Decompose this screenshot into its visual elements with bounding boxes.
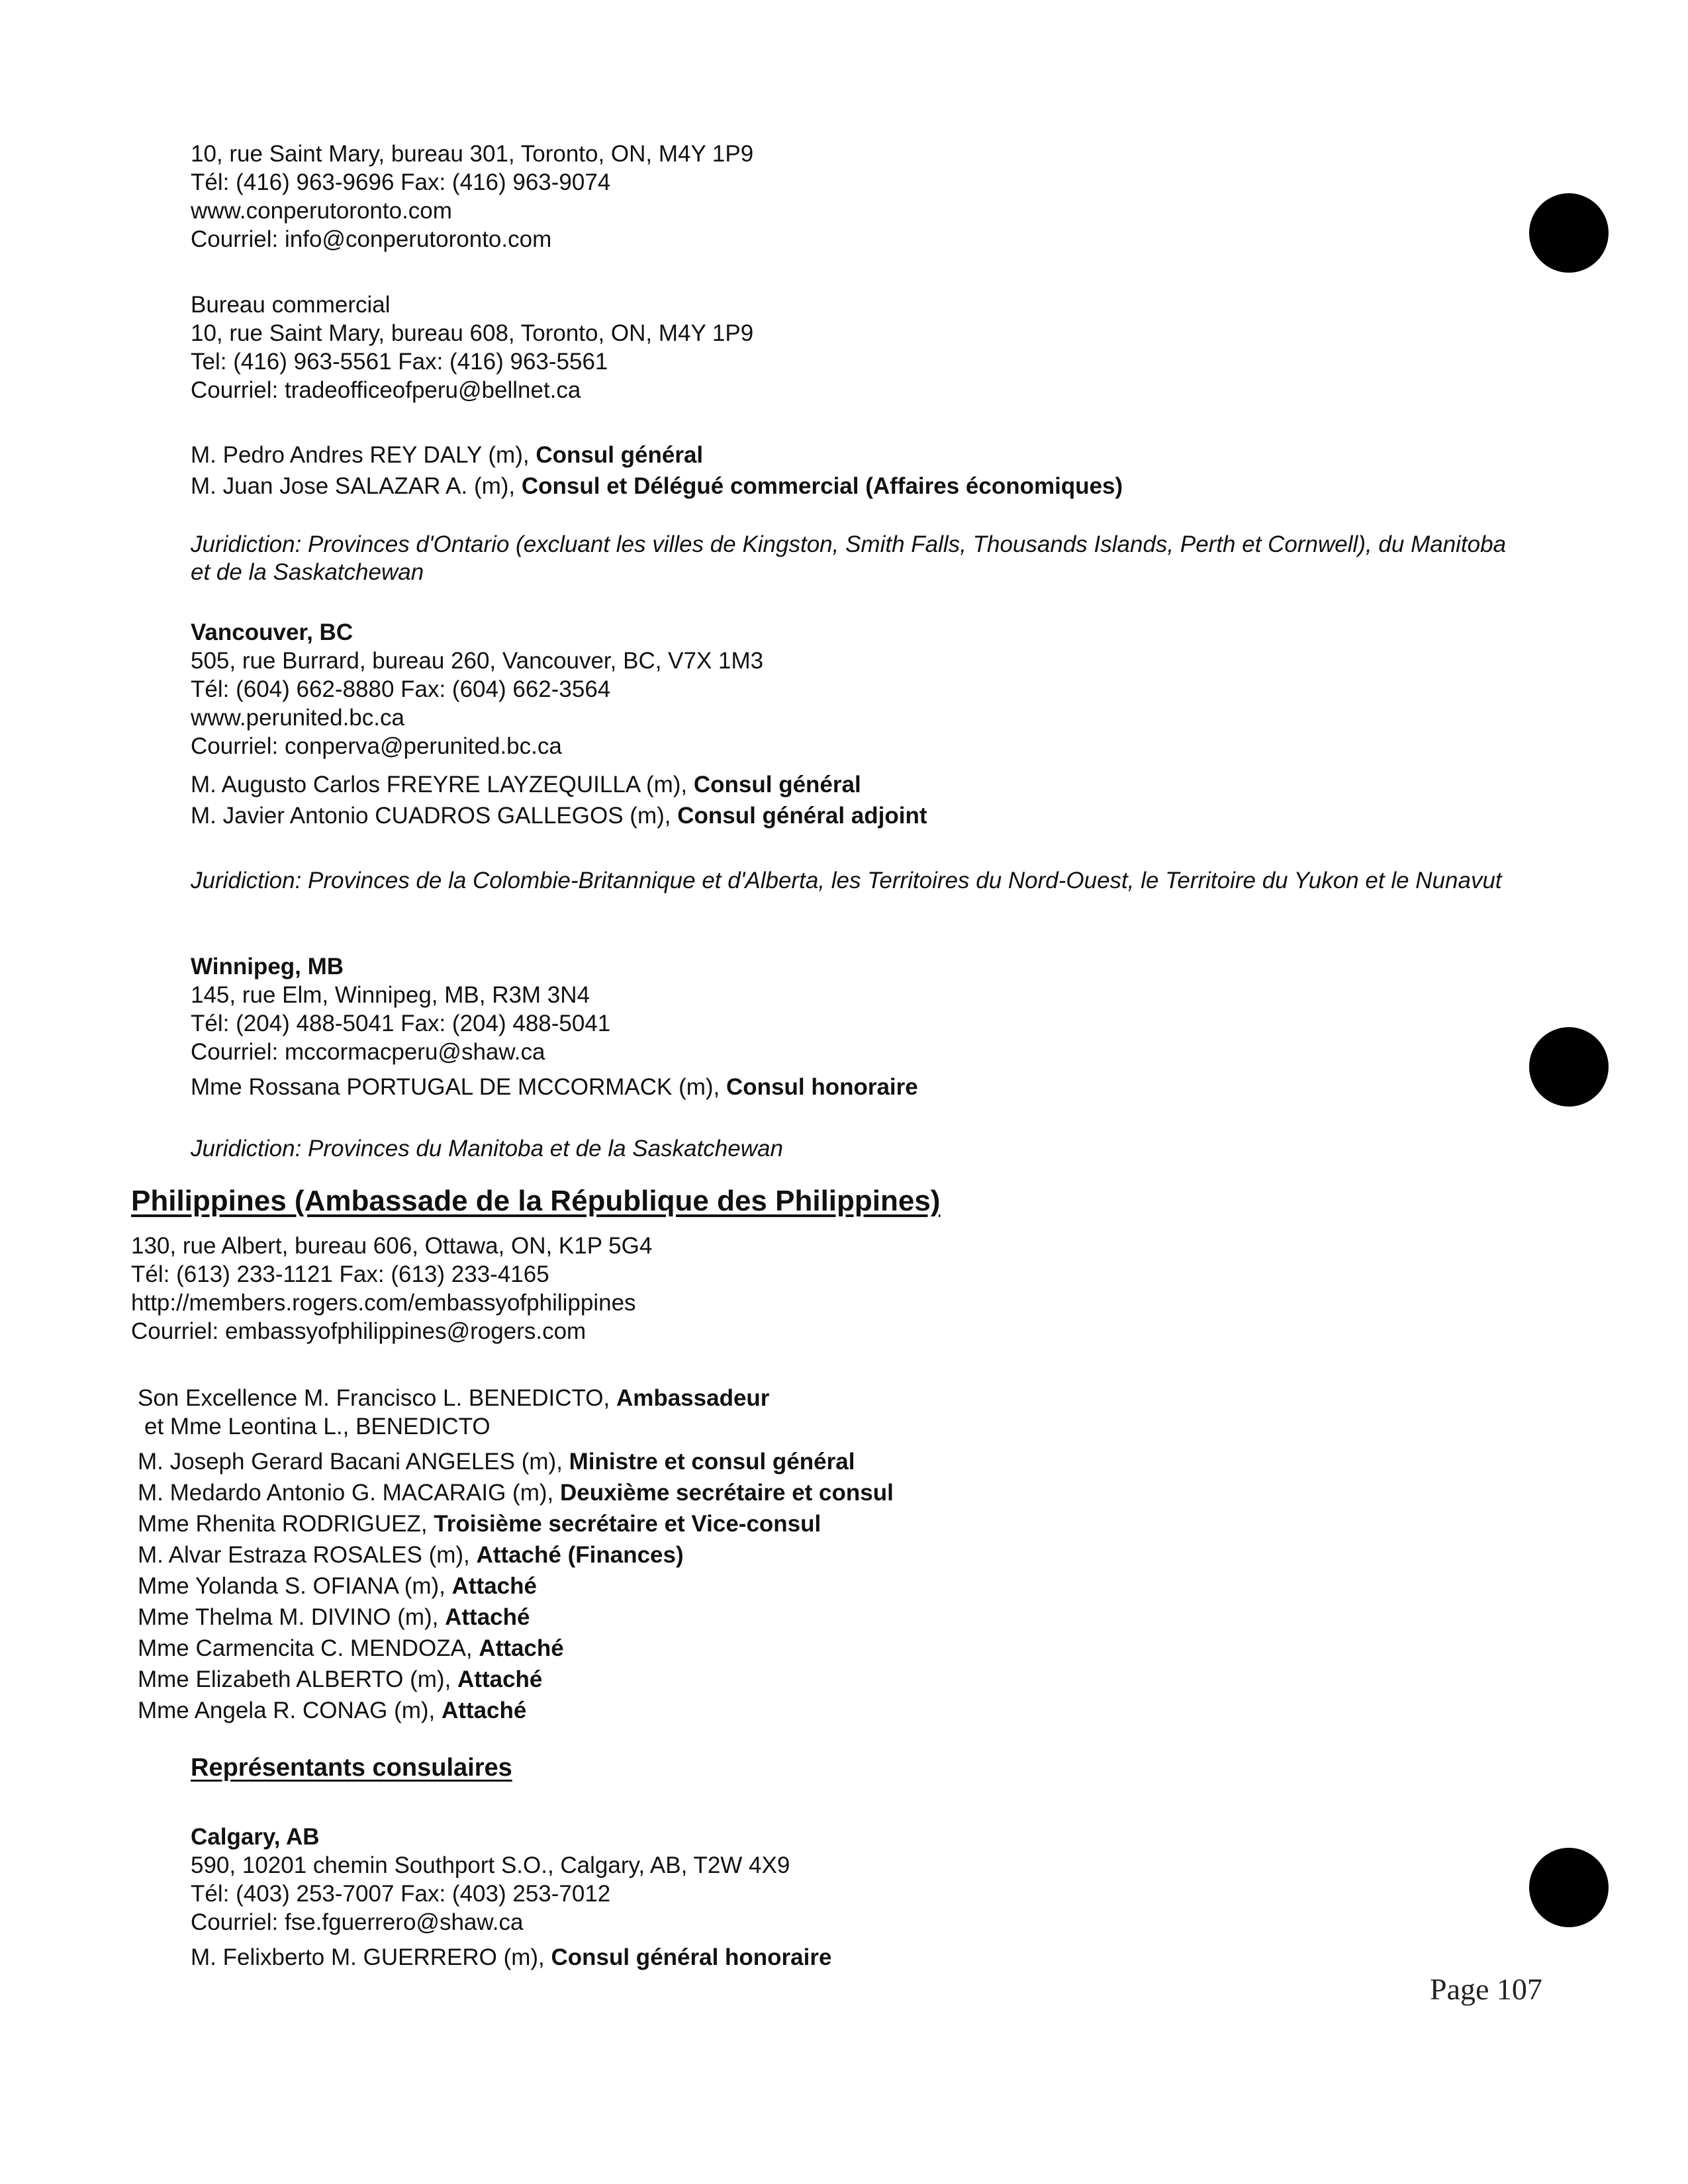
person-name: M. Felixberto M. GUERRERO (m),	[191, 1944, 551, 1970]
person-name: Mme Rhenita RODRIGUEZ,	[138, 1511, 434, 1537]
person-title: Deuxième secrétaire et consul	[559, 1480, 894, 1506]
person-title: Attaché	[445, 1604, 530, 1630]
person-line	[138, 1697, 526, 1725]
person-title: Consul général	[693, 772, 861, 797]
person-name: M. Medardo Antonio G. MACARAIG (m),	[138, 1480, 560, 1506]
person-line	[138, 1510, 821, 1538]
office-phone: Tel: (416) 963-5561 Fax: (416) 963-5561	[191, 349, 608, 375]
person-name: M. Alvar Estraza ROSALES (m),	[138, 1542, 477, 1568]
binder-hole-middle	[1529, 1027, 1609, 1107]
person-name: Son Excellence M. Francisco L. BENEDICTO,	[138, 1385, 616, 1411]
address: 130, rue Albert, bureau 606, Ottawa, ON, K1P 5G4	[131, 1233, 653, 1259]
city-heading: Winnipeg, MB	[191, 954, 344, 979]
person-title: Consul général honoraire	[551, 1944, 832, 1970]
email: Courriel: fse.fguerrero@shaw.ca	[191, 1909, 524, 1935]
office-title: Bureau commercial	[191, 292, 391, 318]
address: 10, rue Saint Mary, bureau 301, Toronto, ON, M4Y 1P9	[191, 141, 754, 167]
city-heading: Vancouver, BC	[191, 619, 353, 645]
person-name: M. Joseph Gerard Bacani ANGELES (m),	[138, 1449, 569, 1475]
person-title: Attaché	[457, 1666, 543, 1692]
person-name: M. Juan Jose SALAZAR A. (m),	[191, 473, 522, 499]
jurisdiction: Juridiction: Provinces du Manitoba et de la Saskatchewan	[191, 1136, 783, 1161]
person-title: Troisième secrétaire et Vice-consul	[434, 1511, 821, 1537]
person-name: Mme Angela R. CONAG (m),	[138, 1698, 442, 1723]
address: 145, rue Elm, Winnipeg, MB, R3M 3N4	[191, 982, 590, 1008]
person-title: Consul et Délégué commercial (Affaires économiques)	[521, 473, 1123, 499]
website-link[interactable]: www.conperutoronto.com	[191, 198, 452, 224]
jurisdiction: Juridiction: Provinces d'Ontario (excluant les villes de Kingston, Smith Falls, Thousands Islands, Perth et Cornwell), du Manitoba et de la Saskatchewan	[191, 531, 1507, 585]
phone: Tél: (604) 662-8880 Fax: (604) 662-3564	[191, 676, 611, 702]
email: Courriel: embassyofphilippines@rogers.com	[131, 1318, 586, 1344]
person-line	[138, 1448, 855, 1476]
phone: Tél: (613) 233-1121 Fax: (613) 233-4165	[131, 1261, 549, 1287]
person-name: M. Pedro Andres REY DALY (m),	[191, 442, 536, 468]
person-title: Consul général	[536, 442, 704, 468]
person-title: Ambassadeur	[616, 1385, 770, 1411]
email: Courriel: conperva@perunited.bc.ca	[191, 733, 562, 759]
person-title: Consul honoraire	[726, 1074, 918, 1100]
person-line	[191, 441, 703, 469]
website-link[interactable]: http://members.rogers.com/embassyofphilippines	[131, 1290, 636, 1316]
phone: Tél: (403) 253-7007 Fax: (403) 253-7012	[191, 1881, 611, 1907]
person-line	[138, 1635, 564, 1662]
office-address: 10, rue Saint Mary, bureau 608, Toronto, ON, M4Y 1P9	[191, 320, 754, 346]
address: 505, rue Burrard, bureau 260, Vancouver, BC, V7X 1M3	[191, 648, 764, 674]
person-line	[191, 1944, 831, 1972]
office-email: Courriel: tradeofficeofperu@bellnet.ca	[191, 377, 581, 403]
person-name: Mme Elizabeth ALBERTO (m),	[138, 1666, 458, 1692]
person-name: Mme Carmencita C. MENDOZA,	[138, 1635, 479, 1661]
person-name: Mme Yolanda S. OFIANA (m),	[138, 1573, 452, 1599]
person-line	[138, 1479, 894, 1507]
person-line	[138, 1541, 684, 1569]
phone: Tél: (416) 963-9696 Fax: (416) 963-9074	[191, 169, 611, 195]
spouse-line: et Mme Leontina L., BENEDICTO	[144, 1414, 491, 1439]
person-title: Consul général adjoint	[677, 803, 927, 829]
phone: Tél: (204) 488-5041 Fax: (204) 488-5041	[191, 1011, 611, 1036]
binder-hole-bottom	[1529, 1848, 1609, 1927]
person-line	[191, 473, 1123, 500]
person-title: Attaché (Finances)	[476, 1542, 684, 1568]
person-line	[138, 1666, 542, 1694]
person-title: Attaché	[479, 1635, 564, 1661]
person-name: Mme Thelma M. DIVINO (m),	[138, 1604, 445, 1630]
ambassador-line	[138, 1385, 769, 1412]
person-title: Attaché	[441, 1698, 527, 1723]
address: 590, 10201 chemin Southport S.O., Calgary, AB, T2W 4X9	[191, 1852, 790, 1878]
binder-hole-top	[1529, 193, 1609, 273]
person-name: M. Augusto Carlos FREYRE LAYZEQUILLA (m),	[191, 772, 694, 797]
page-number: Page 107	[1430, 1972, 1542, 2006]
city-heading: Calgary, AB	[191, 1824, 320, 1850]
website-link[interactable]: www.perunited.bc.ca	[191, 705, 404, 731]
person-line	[138, 1572, 537, 1600]
email: Courriel: info@conperutoronto.com	[191, 226, 552, 252]
person-name: M. Javier Antonio CUADROS GALLEGOS (m),	[191, 803, 678, 829]
person-name: Mme Rossana PORTUGAL DE MCCORMACK (m),	[191, 1074, 726, 1100]
country-heading: Philippines (Ambassade de la République des Philippines)	[131, 1185, 941, 1217]
consular-heading: Représentants consulaires	[191, 1754, 512, 1782]
person-title: Attaché	[451, 1573, 537, 1599]
jurisdiction: Juridiction: Provinces de la Colombie-Britannique et d'Alberta, les Territoires du Nord-Ouest, le Territoire du Yukon et le Nunavut	[191, 868, 1502, 893]
person-line	[191, 1073, 918, 1101]
email: Courriel: mccormacperu@shaw.ca	[191, 1039, 545, 1065]
person-line	[191, 771, 861, 799]
person-line	[138, 1604, 530, 1631]
person-title: Ministre et consul général	[569, 1449, 855, 1475]
person-line	[191, 802, 927, 830]
